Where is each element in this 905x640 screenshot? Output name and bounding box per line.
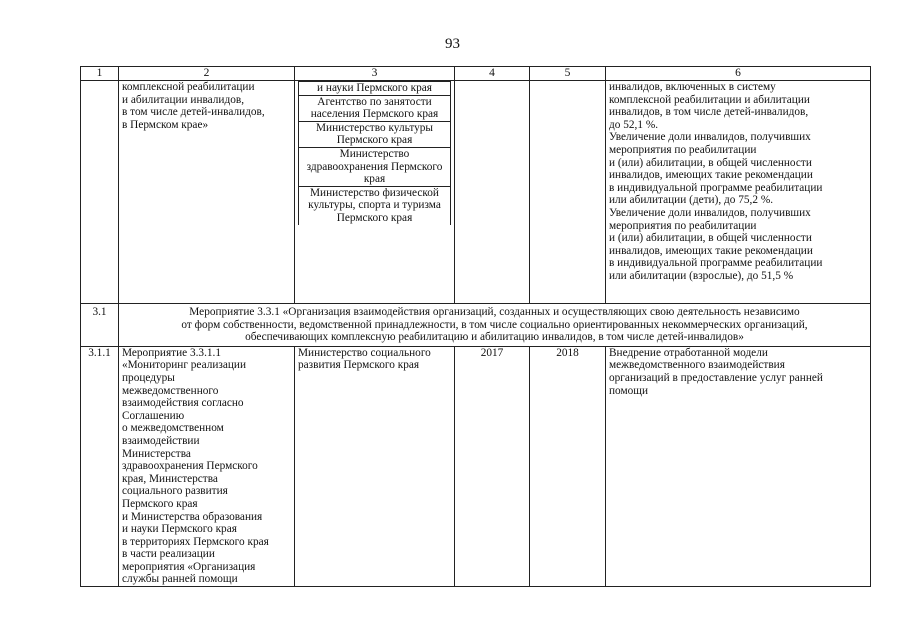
- cell-end-year-empty: [530, 81, 606, 304]
- cell-expected-result: инвалидов, включенных в систему комплексной реабилитации и абилитации инвалидов, в том числе детей-инвалидов, до 52,1 %. Увеличение доли инвалидов, получивших мероприятия по реабилитации и (или) абилитации, в общей численности инвалидов, имеющих такие рекомендации в индивидуальной программе реабилитации или абилитации (дети), до 75,2 %. Увеличение доли инвалидов, получивших мероприятия по реабилитации и (или) абилитации, в общей численности инвалидов, имеющих такие рекомендации в индивидуальной программе реабилитации или абилитации (взрослые), до 51,5 %: [606, 81, 871, 304]
- header-col-4: 4: [455, 67, 530, 81]
- cell-end-year: 2018: [530, 346, 606, 586]
- cell-start-year-empty: [455, 81, 530, 304]
- executor-item: Министерство здравоохранения Пермского края: [299, 147, 451, 186]
- executor-item: Министерство физической культуры, спорта и туризма Пермского края: [299, 186, 451, 224]
- cell-expected-result: Внедрение отработанной модели межведомственного взаимодействия организаций в предоставление услуг ранней помощи: [606, 346, 871, 586]
- header-row: [81, 67, 871, 81]
- executor-item: Агентство по занятости населения Пермского края: [299, 95, 451, 121]
- table-row-continued: [81, 81, 871, 304]
- cell-executors: [295, 81, 455, 304]
- cell-measure-3-1: Мероприятие 3.3.1 «Организация взаимодействия организаций, созданных и осуществляющих свою деятельность независимо от форм собственности, ведомственной принадлежности, в том числе социально ориентированных некоммерческих организаций, обеспечивающих комплексную реабилитацию и абилитацию инвалидов, в том числе детей-инвалидов»: [119, 304, 871, 347]
- executor-item: и науки Пермского края: [299, 82, 451, 96]
- header-col-3: 3: [295, 67, 455, 81]
- header-col-5: 5: [530, 67, 606, 81]
- table-row-3-1: [81, 304, 871, 347]
- cell-num-empty: [81, 81, 119, 304]
- program-table: [80, 66, 871, 587]
- cell-activity-name: комплексной реабилитации и абилитации инвалидов, в том числе детей-инвалидов, в Пермском крае»: [119, 81, 295, 304]
- executors-list: [298, 81, 451, 225]
- header-col-6: 6: [606, 67, 871, 81]
- cell-executor: Министерство социального развития Пермского края: [295, 346, 455, 586]
- cell-num: 3.1: [81, 304, 119, 347]
- cell-num: 3.1.1: [81, 346, 119, 586]
- cell-activity-name: Мероприятие 3.3.1.1 «Мониторинг реализации процедуры межведомственного взаимодействия согласно Соглашению о межведомственном взаимодействии Министерства здравоохранения Пермского края, Министерства социального развития Пермского края и Министерства образования и науки Пермского края в территориях Пермского края в части реализации мероприятия «Организация службы ранней помощи: [119, 346, 295, 586]
- table-row-3-1-1: [81, 346, 871, 586]
- header-col-2: 2: [119, 67, 295, 81]
- page-number: 93: [445, 36, 460, 52]
- cell-start-year: 2017: [455, 346, 530, 586]
- executor-item: Министерство культуры Пермского края: [299, 121, 451, 147]
- header-col-1: 1: [81, 67, 119, 81]
